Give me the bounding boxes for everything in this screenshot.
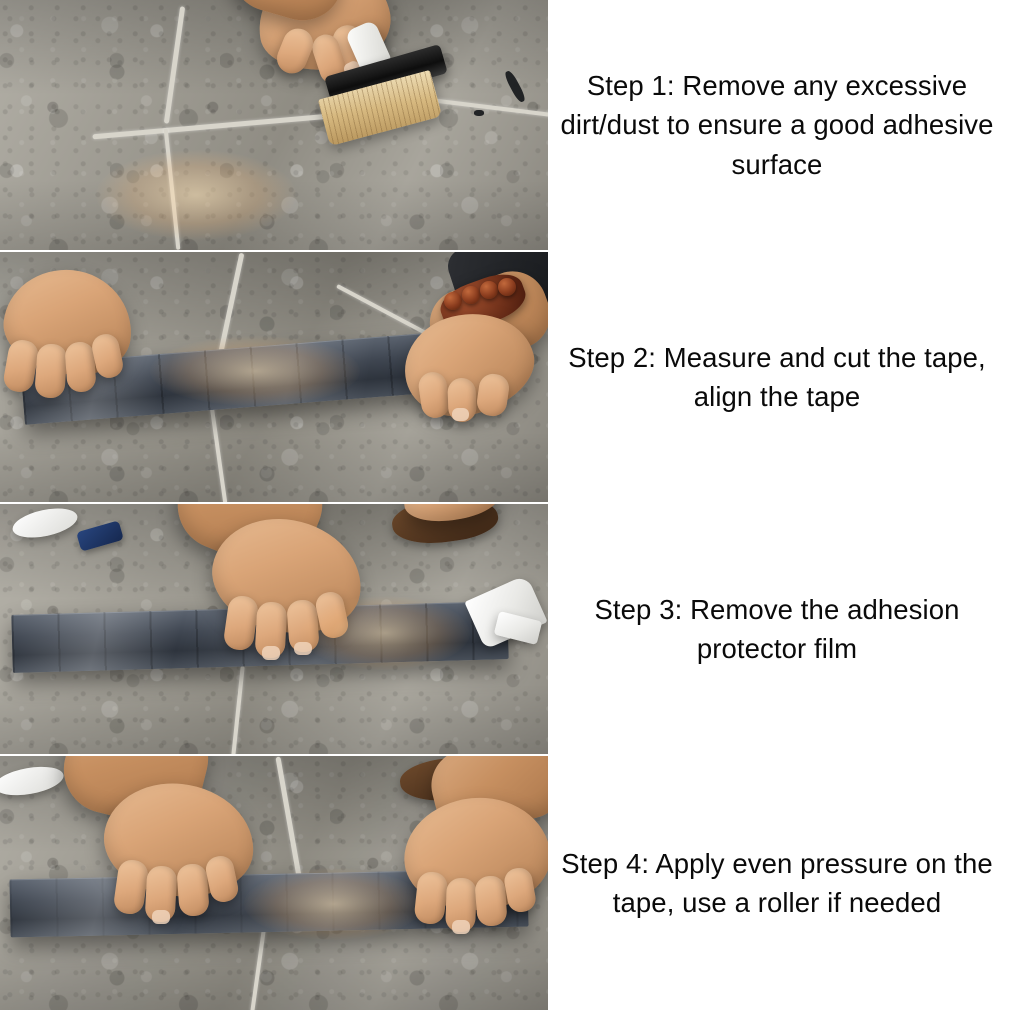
debris — [474, 110, 484, 116]
step-2-photo — [0, 252, 548, 502]
step-row — [0, 252, 1010, 502]
step-3-caption-cell — [548, 504, 1010, 754]
bracelet-bead — [444, 292, 462, 310]
finger — [34, 343, 68, 399]
step-row — [0, 756, 1010, 1010]
fingernail — [452, 920, 470, 934]
step-2-caption: Step 2: Measure and cut the tape, align the tape — [568, 341, 986, 412]
step-row — [0, 504, 1010, 754]
bracelet-bead — [480, 281, 498, 299]
finger — [474, 875, 507, 927]
step-4-caption-cell — [548, 756, 1010, 1010]
step-4-photo — [0, 756, 548, 1010]
step-row — [0, 0, 1010, 250]
step-1-caption-cell — [548, 0, 1010, 250]
finger — [176, 863, 210, 917]
step-2-caption-cell — [548, 252, 1010, 502]
fingernail — [262, 646, 280, 660]
fingernail — [294, 642, 312, 655]
bracelet-bead — [498, 278, 516, 296]
step-1-photo — [0, 0, 548, 250]
step-3-photo — [0, 504, 548, 754]
step-4-caption: Step 4: Apply even pressure on the tape, use a roller if needed — [561, 847, 993, 918]
bracelet-bead — [462, 286, 480, 304]
fingernail — [452, 408, 469, 421]
step-1-caption: Step 1: Remove any excessive dirt/dust to ensure a good adhesive surface — [560, 70, 994, 180]
step-3-caption: Step 3: Remove the adhesion protector film — [594, 593, 960, 664]
fingernail — [152, 910, 170, 924]
